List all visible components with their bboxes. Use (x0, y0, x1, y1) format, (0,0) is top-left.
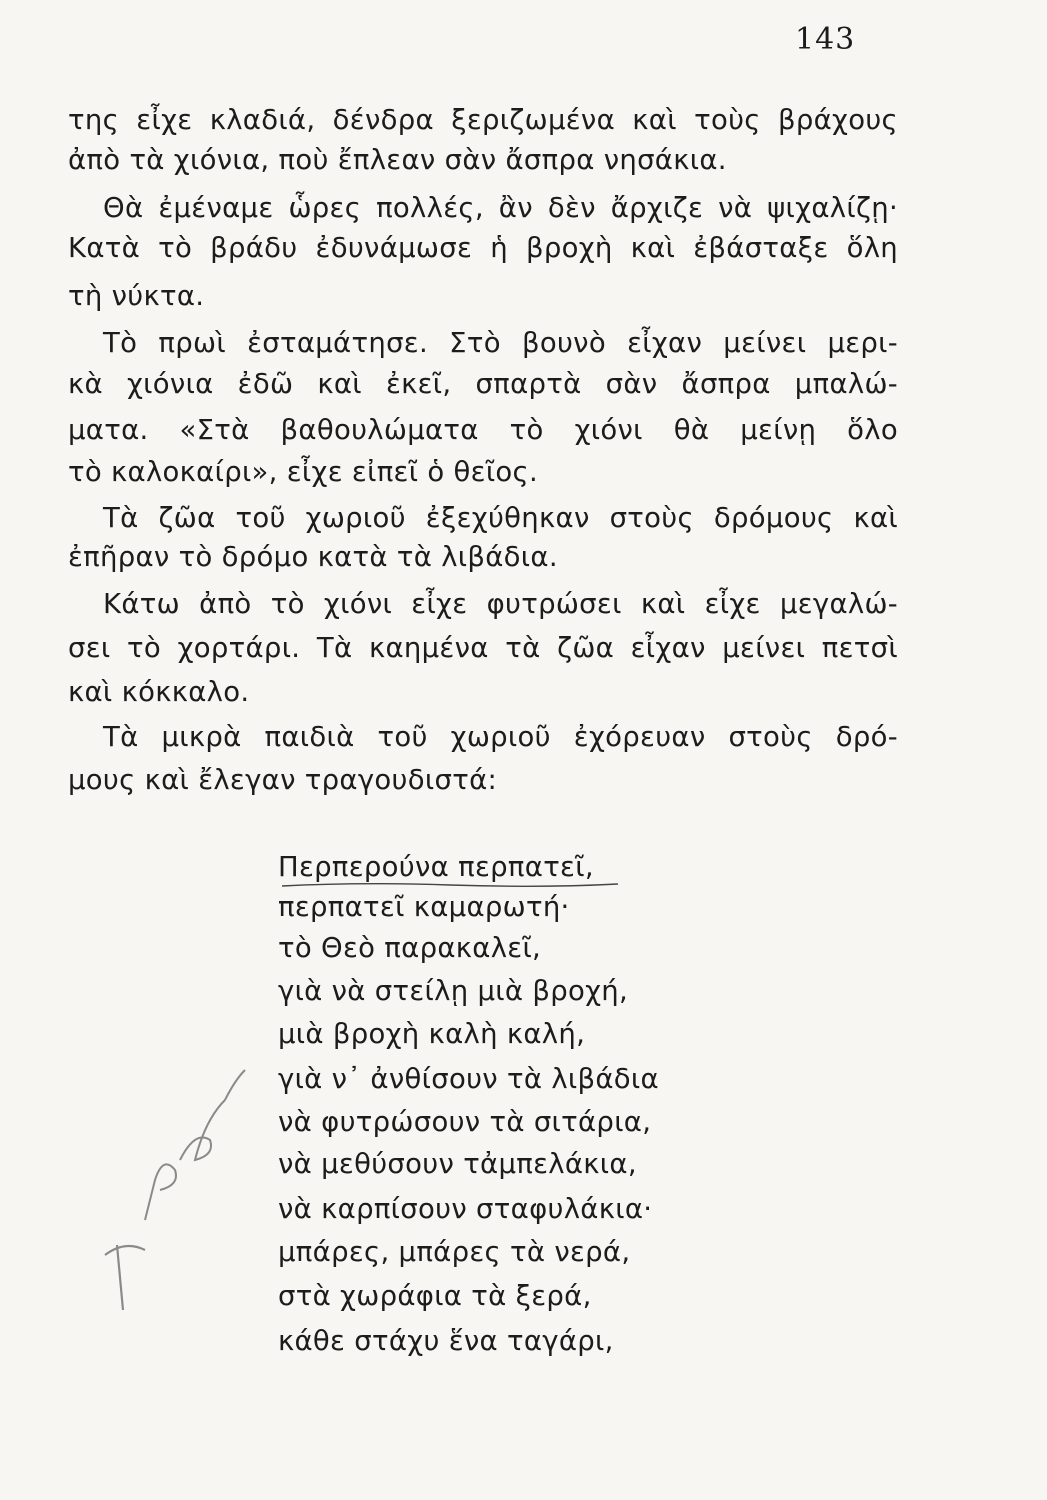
verse-line: νὰ καρπίσουν σταφυλάκια· (278, 1193, 653, 1225)
verse-line: Περπερούνα περπατεῖ, (278, 851, 594, 883)
prose-line: κὰ χιόνια ἐδῶ καὶ ἐκεῖ, σπαρτὰ σὰν ἄσπρα μπαλώ- (68, 368, 898, 400)
verse-line: γιὰ ν᾿ ἀνθίσουν τὰ λιβάδια (278, 1063, 659, 1095)
verse-line: νὰ φυτρώσουν τὰ σιτάρια, (278, 1106, 652, 1138)
prose-line: Κατὰ τὸ βράδυ ἐδυνάμωσε ἡ βροχὴ καὶ ἐβάσταξε ὅλη (68, 232, 898, 264)
prose-line: σει τὸ χορτάρι. Τὰ καημένα τὰ ζῶα εἶχαν μείνει πετσὶ (68, 632, 898, 664)
verse-line: μπάρες, μπάρες τὰ νερά, (278, 1236, 631, 1268)
prose-line: καὶ κόκκαλο. (68, 676, 250, 708)
prose-line: ἀπὸ τὰ χιόνια, ποὺ ἔπλεαν σὰν ἄσπρα νησάκια. (68, 144, 727, 176)
verse-line: κάθε στάχυ ἕνα ταγάρι, (278, 1325, 614, 1357)
prose-line: Τὸ πρωὶ ἐσταμάτησε. Στὸ βουνὸ εἶχαν μείνει μερι- (103, 327, 898, 359)
prose-line: ἐπῆραν τὸ δρόμο κατὰ τὰ λιβάδια. (68, 541, 558, 573)
prose-line: Κάτω ἀπὸ τὸ χιόνι εἶχε φυτρώσει καὶ εἶχε μεγαλώ- (103, 588, 898, 620)
handwritten-scribble (85, 1060, 275, 1330)
prose-line: τὸ καλοκαίρι», εἶχε εἰπεῖ ὁ θεῖος. (68, 456, 539, 488)
verse-line: περπατεῖ καμαρωτή· (278, 891, 570, 923)
prose-line: μους καὶ ἔλεγαν τραγουδιστά: (68, 764, 498, 796)
prose-line: Τὰ ζῶα τοῦ χωριοῦ ἐξεχύθηκαν στοὺς δρόμους καὶ (103, 502, 898, 534)
verse-line: νὰ μεθύσουν τἀμπελάκια, (278, 1148, 637, 1180)
verse-line: τὸ Θεὸ παρακαλεῖ, (278, 932, 542, 964)
pen-underline (280, 880, 620, 890)
verse-line: γιὰ νὰ στείλῃ μιὰ βροχή, (278, 975, 629, 1007)
verse-line: μιὰ βροχὴ καλὴ καλή, (278, 1018, 586, 1050)
page-number: 143 (795, 22, 856, 57)
prose-line: της εἶχε κλαδιά, δένδρα ξεριζωμένα καὶ τοὺς βράχους (68, 104, 898, 136)
prose-line: Τὰ μικρὰ παιδιὰ τοῦ χωριοῦ ἐχόρευαν στοὺς δρό- (103, 721, 898, 753)
verse-line: στὰ χωράφια τὰ ξερά, (278, 1280, 592, 1312)
prose-line: Θὰ ἐμέναμε ὧρες πολλές, ἂν δὲν ἄρχιζε νὰ ψιχαλίζῃ· (103, 192, 898, 224)
prose-line: τὴ νύκτα. (68, 280, 205, 312)
prose-line: ματα. «Στὰ βαθουλώματα τὸ χιόνι θὰ μείνῃ ὅλο (68, 414, 898, 446)
